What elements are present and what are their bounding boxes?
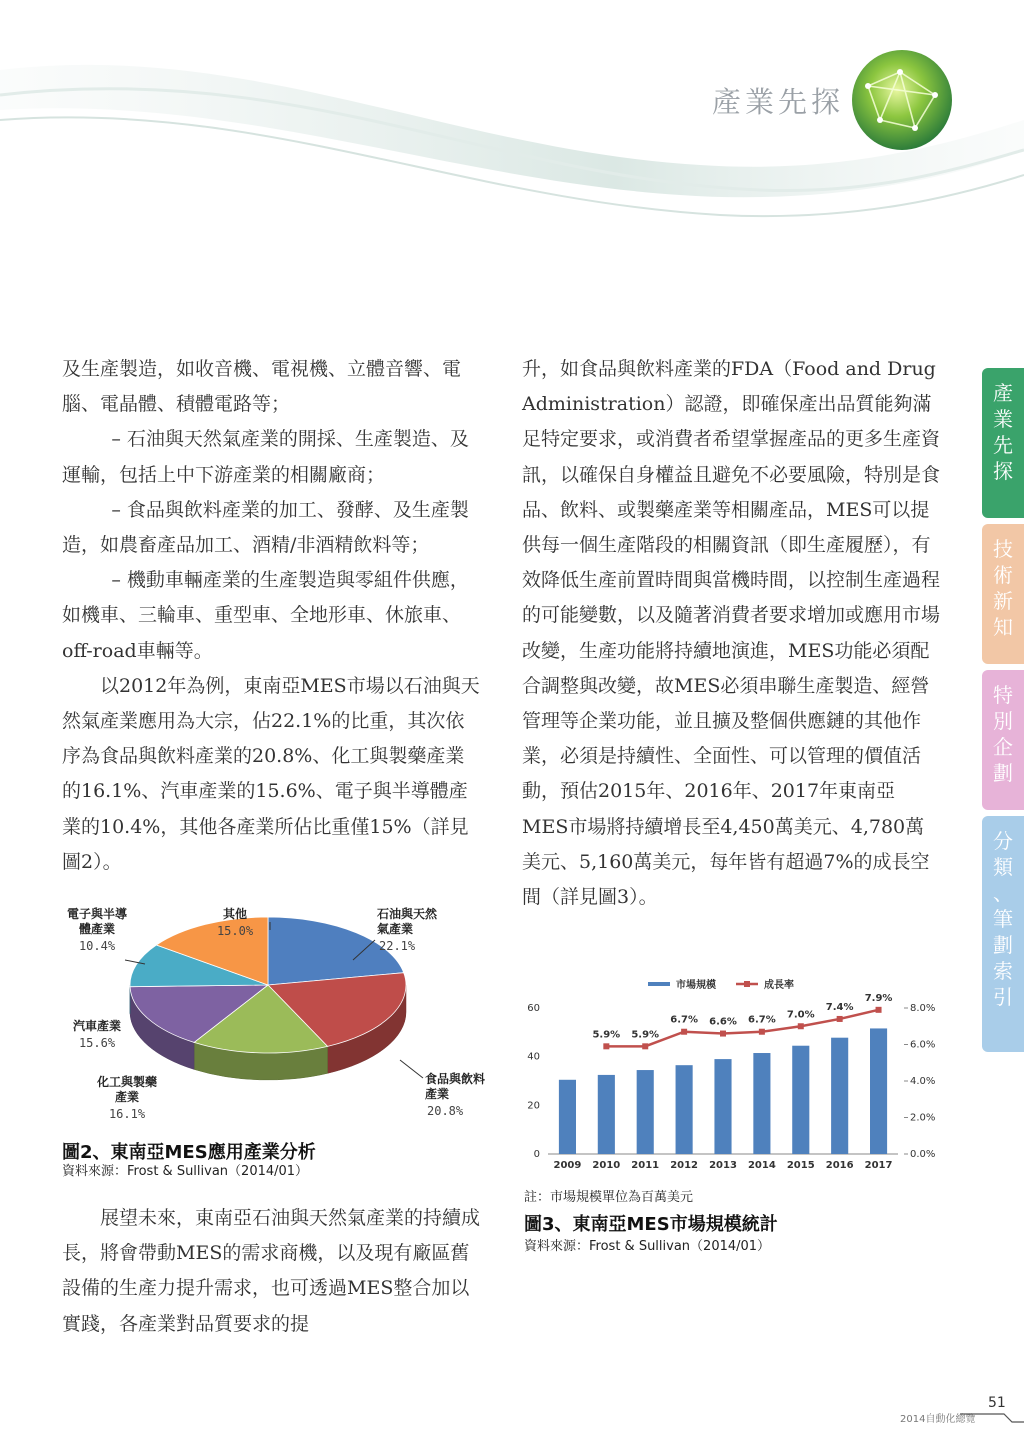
figure3-caption: 圖3、東南亞MES市場規模統計 (524, 1214, 778, 1235)
line-data-label: 6.7% (670, 1014, 698, 1026)
pie-label: 產業 (425, 1087, 450, 1101)
page-number: 51 (988, 1395, 1006, 1411)
y-tick-right: 6.0% (910, 1039, 936, 1051)
x-tick-label: 2016 (825, 1160, 854, 1171)
bar (792, 1046, 809, 1154)
list-item: – 機動車輛產業的生產製造與零組件供應，如機車、三輪車、重型車、全地形車、休旅車、off-road車輛等。 (62, 569, 469, 662)
bar (559, 1080, 576, 1154)
bar (598, 1075, 615, 1154)
paragraph: 升，如食品與飲料產業的FDA（Food and Drug Administration）認證，即確保產出品質能夠滿足特定要求，或消費者希望掌握產品的更多生產資訊，以確保自身權益且避免不必要風險，特別是食品、飲料、或製藥產業等相關產品，MES可以提供每一個生產階段的相關資訊（即生產履歷），有效降低生產前置時間與當機時間，以控制生產過程的可能變數，以及隨著消費者要求增加或應用市場改變，生產功能將持續地演進，MES功能必須配合調整與改變，故MES必須串聯生產製造、經營管理等企業功能，並且擴及整個供應鏈的其他作業，必須是持續性、全面性、可以管理的價值活動，預估2015年、2016年、2017年東南亞MES市場將持續增長至4,450萬美元、4,780萬美元、5,160萬美元，每年皆有超過7%的成長空間（詳見圖3）。 (522, 358, 941, 909)
figure2-source: 資料來源：Frost & Sullivan（2014/01） (62, 1164, 309, 1179)
line-data-label: 7.0% (786, 1009, 815, 1021)
pie-value-label: 15.0% (216, 924, 254, 938)
bar-line-chart (518, 970, 948, 1185)
pie-label: 化工與製藥 (96, 1075, 158, 1089)
line-data-label: 5.9% (631, 1029, 660, 1041)
tab-index[interactable]: 分 類 、 筆 劃 索 引 (982, 816, 1024, 1052)
tab-special-feature[interactable]: 特 別 企 劃 (982, 670, 1024, 810)
line-point (720, 1031, 726, 1037)
x-tick-label: 2012 (670, 1160, 699, 1171)
chart-legend (648, 978, 794, 991)
left-column (62, 352, 480, 880)
figure3-note: 註：市場規模單位為百萬美元 (524, 1190, 694, 1205)
x-tick-label: 2015 (786, 1160, 815, 1171)
y-tick-right: 8.0% (910, 1003, 936, 1014)
line-point (681, 1029, 687, 1035)
line-data-label: 6.7% (748, 1014, 776, 1026)
pie-label: 汽車產業 (72, 1019, 122, 1033)
x-tick-label: 2017 (864, 1160, 893, 1171)
y-tick-left: 20 (527, 1100, 540, 1112)
footer-rule (960, 1412, 1024, 1424)
figure3-source: 資料來源：Frost & Sullivan（2014/01） (524, 1239, 771, 1254)
legend-label: 成長率 (764, 980, 794, 991)
pie-value-label: 10.4% (78, 939, 116, 953)
line-point (876, 1007, 882, 1013)
pie-label: 石油與天然 (377, 907, 438, 921)
legend-marker (744, 981, 750, 987)
line-point (603, 1043, 609, 1049)
bar (870, 1028, 887, 1154)
section-title: 產業先探 (712, 85, 845, 119)
right-column (522, 352, 940, 915)
paragraph: 及生產製造，如收音機、電視機、立體音響、電腦、電晶體、積體電路等； (62, 358, 462, 416)
line-data-label: 6.6% (709, 1016, 737, 1028)
figure2-caption: 圖2、東南亞MES應用產業分析 (62, 1142, 316, 1163)
tab-industry-watch[interactable]: 產 業 先 探 (982, 368, 1024, 518)
line-point (642, 1043, 648, 1049)
bar (714, 1059, 731, 1154)
y-tick-right: 0.0% (910, 1149, 936, 1160)
pie-value-label: 16.1% (108, 1107, 146, 1121)
pie-label: 體產業 (78, 922, 116, 936)
bar (637, 1070, 654, 1154)
y-tick-left: 40 (527, 1051, 540, 1063)
globe-icon (852, 50, 952, 150)
x-tick-label: 2011 (631, 1160, 660, 1171)
footer-book-title: 2014自動化總覽 (900, 1414, 976, 1425)
bar (831, 1038, 848, 1154)
y-tick-left: 60 (527, 1003, 540, 1014)
pie-value-label: 22.1% (379, 939, 416, 953)
pie-value-label: 20.8% (427, 1104, 464, 1118)
y-tick-right: 4.0% (910, 1076, 936, 1087)
pie-label: 食品與飲料 (425, 1072, 485, 1086)
bar (753, 1053, 770, 1154)
line-point (759, 1029, 765, 1035)
tab-tech-news[interactable]: 技 術 新 知 (982, 524, 1024, 664)
line-data-label: 5.9% (592, 1029, 621, 1041)
line-data-label: 7.4% (825, 1001, 854, 1013)
pie-value-label: 15.6% (78, 1036, 116, 1050)
y-tick-left: 0 (533, 1149, 540, 1160)
x-tick-label: 2013 (709, 1160, 737, 1171)
x-tick-label: 2010 (592, 1160, 621, 1171)
pie-label: 其他 (222, 907, 248, 921)
pie-chart (55, 900, 485, 1135)
line-point (837, 1016, 843, 1022)
bar (676, 1065, 693, 1154)
list-item: – 石油與天然氣產業的開採、生產製造、及運輸，包括上中下游產業的相關廠商； (62, 428, 469, 486)
left-column-bottom (62, 1201, 480, 1342)
paragraph: 以2012年為例，東南亞MES市場以石油與天然氣產業應用為大宗，佔22.1%的比重，其次依序為食品與飲料產業的20.8%、化工與製藥產業的16.1%、汽車產業的15.6%、電子與半導體產業的10.4%，其他各產業所佔比重僅15%（詳見圖2）。 (62, 674, 480, 873)
line-point (798, 1023, 804, 1029)
x-tick-label: 2009 (553, 1160, 582, 1171)
pie-label: 電子與半導 (66, 907, 128, 921)
legend-label: 市場規模 (676, 980, 716, 991)
y-tick-right: 2.0% (910, 1112, 936, 1124)
pie-label: 氣產業 (377, 922, 414, 936)
line-data-label: 7.9% (864, 992, 893, 1004)
header-decoration (0, 0, 1024, 240)
legend-swatch (648, 982, 670, 986)
x-tick-label: 2014 (747, 1160, 776, 1171)
list-item: – 食品與飲料產業的加工、發酵、及生產製造，如農畜產品加工、酒精/非酒精飲料等； (62, 498, 469, 557)
pie-leader-line (400, 1060, 423, 1078)
paragraph: 展望未來，東南亞石油與天然氣產業的持續成長，將會帶動MES的需求商機，以及現有廠區舊設備的生產力提升需求，也可透過MES整合加以實踐，各產業對品質要求的提 (62, 1207, 481, 1335)
pie-label: 產業 (114, 1090, 140, 1104)
